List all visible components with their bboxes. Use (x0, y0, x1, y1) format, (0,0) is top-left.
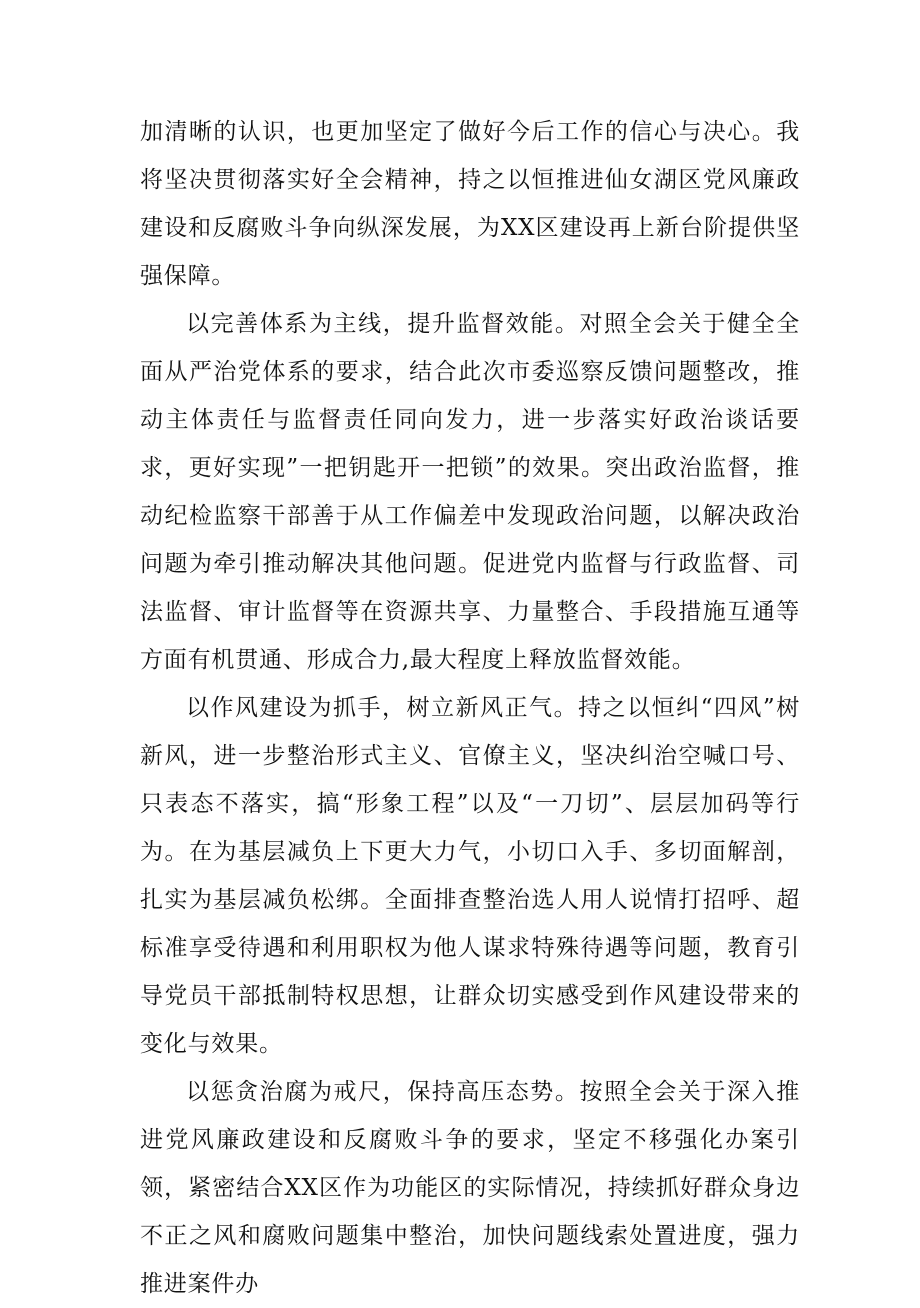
document-body (140, 108, 800, 1308)
paragraph-continuation: 加清晰的认识，也更加坚定了做好今后工作的信心与决心。我将坚决贯彻落实好全会精神，持之以恒推进仙女湖区党风廉政建设和反腐败斗争向纵深发展，为XX区建设再上新台阶提供坚强保障。 (140, 119, 800, 289)
paragraph-work-style: 以作风建设为抓手，树立新风正气。持之以恒纠“四风”树新风，进一步整治形式主义、官僚主义，坚决纠治空喊口号、只表态不落实，搞“形象工程”以及“一刀切”、层层加码等行为。在为基层减负上下更大力气，小切口入手、多切面解剖，扎实为基层减负松绑。全面排查整治选人用人说情打招呼、超标准享受待遇和利用职权为他人谋求特殊待遇等问题，教育引导党员干部抵制特权思想，让群众切实感受到作风建设带来的变化与效果。 (140, 695, 800, 1057)
paragraph-anti-corruption: 以惩贪治腐为戒尺，保持高压态势。按照全会关于深入推进党风廉政建设和反腐败斗争的要求，坚定不移强化办案引领，紧密结合XX区作为功能区的实际情况，持续抓好群众身边不正之风和腐败问题集中整治，加快问题线索处置进度，强力推进案件办 (140, 1079, 800, 1297)
paragraph-supervision: 以完善体系为主线，提升监督效能。对照全会关于健全全面从严治党体系的要求，结合此次市委巡察反馈问题整改，推动主体责任与监督责任同向发力，进一步落实好政治谈话要求，更好实现”一把钥匙开一把锁”的效果。突出政治监督，推动纪检监察干部善于从工作偏差中发现政治问题，以解决政治问题为牵引推动解决其他问题。促进党内监督与行政监督、司法监督、审计监督等在资源共享、力量整合、手段措施互通等方面有机贯通、形成合力,最大程度上释放监督效能。 (140, 311, 800, 673)
